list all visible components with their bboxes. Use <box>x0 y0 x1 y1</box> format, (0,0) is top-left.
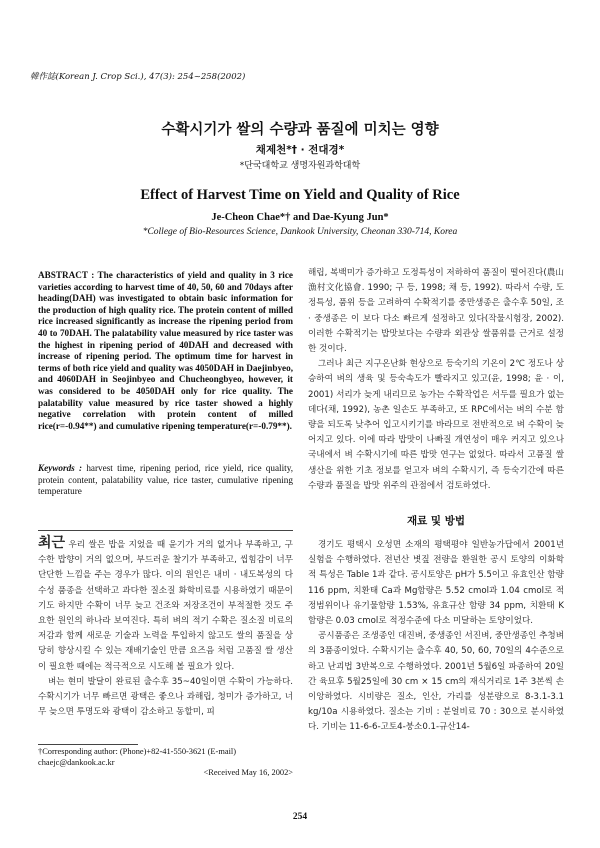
introduction-left <box>38 536 293 720</box>
keywords-label: Keywords : <box>38 463 83 473</box>
intro-right-paragraph-2: 그러나 최근 지구온난화 현상으로 등숙기의 기온이 2℃ 정도나 상승하여 벼의 생육 및 등숙속도가 빨라지고 있고(윤, 1998; 윤 · 이, 2001) 서리가 늦게 내리므로 농가는 수확작업은 서두를 필요가 없는데다(채, 1992), 농촌 일손도 부족하고, 또 RPC에서는 벼의 수분 함량을 되도록 낮추어 입고시키기를 바라므로 전반적으로 벼 수확이 늦어지고 있다. 이에 따라 밥맛이 나빠질 개연성이 매우 커지고 있으나 국내에서 벼 수확시기에 따른 밥맛 연구는 없었다. 따라서 고품질 쌀생산을 위한 기초 정보를 얻고자 벼의 수확시기, 즉 등숙기간에 따른 수량과 품질을 밥맛 위주의 관점에서 검토하였다. <box>308 359 564 491</box>
intro-paragraph-1 <box>38 536 293 675</box>
english-authors: Je-Cheon Chae*† and Dae-Kyung Jun* <box>211 212 389 223</box>
methods-paragraph-2: 공시품종은 조생종인 대진벼, 중생종인 서진벼, 중만생종인 추청벼의 3품종이었다. 수확시기는 출수후 40, 50, 60, 70일의 4수준으로 하고 난괴법 3반복으로 수행하였다. 2001년 5월6일 파종하여 20일간 육묘후 5월25일에 30 cm × 15 cm의 재식거리로 1주 3본씩 손이앙하였다. 시비량은 질소, 인산, 가리를 성분량으로 8-3.1-3.1 kg/10a 시용하였다. 질소는 기비 : 분얼비료 70 : 30으로 분시하였다. 기비는 11-6-6-고토4-붕소0.1-규산14- <box>308 631 564 733</box>
abstract: ABSTRACT : The characteristics of yield and quality in 3 rice varieties according to harvest time of 40, 50, 60 and 70days after heading(DAH) was investigated to obtain basic information for the production of high quality rice. The protein content of milled rice increased significantly as increase the ripening period from 40 to 70DAH. The palatability value measured by rice taster was the highest in ripening period of 40DAH and decreased with increase of ripening period. The optimum time for harvest in terms of both rice yield and quality was 4050DAH in Daejinbyeo, and 4060DAH in Seojinbyeo and Chucheongbyeo, however, it was considered to be 4050DAH only for rice quality. The palatability value measured by rice taster showed a highly negative correlation with protein content of milled rice(r=-0.94**) and cumulative ripening temperature(r=-0.79**). <box>38 270 293 431</box>
section-heading-methods: 재료 및 방법 <box>406 515 466 527</box>
intro-paragraph-1-text: 우리 쌀은 밥을 지었을 때 윤기가 거의 없거나 부족하고, 구수한 밥향이 거의 없으며, 부드러운 찰기가 부족하고, 씹힘감이 너무 단단한 느낌을 주는 경우가 많다. 이의 원인은 내비 · 내도복성의 다수성 품종을 선택하고 과다한 질소질 화학비료를 시용하였기 때문이기도 하지만 수확이 너무 늦고 건조와 저장조건이 부적절한 것도 주요한 원인의 하나라 보여진다. 특히 벼의 적기 수확은 질소질 비료의 저감과 함께 새로운 기술과 노력을 투입하지 않고도 쌀의 품질을 상당히 향상시킬 수 있는 재배기술인 만큼 요즈음 처럼 고품질 쌀 생산이 필요한 때에는 적극적으로 시도해 볼 필요가 있다. <box>38 540 293 672</box>
corresponding-author-note: †Corresponding author: (Phone)+82-41-550-3621 (E-mail) chaejc@dankook.ac.kr <box>38 747 237 767</box>
section-divider <box>38 530 293 531</box>
methods-paragraph-1: 경기도 평택시 오성면 소재의 평택평야 일반농가답에서 2001년 실험을 수행하였다. 전년산 볏짚 전량을 환원한 공시 토양의 이화학적 특성은 Table 1과 같다. 공시토양은 pH가 5.5이고 유효인산 함량 116 ppm, 치환태 Ca과 Mg함량은 5.52 cmol과 1.04 cmol로 적정범위이나 유기물함량 1.53%, 유효규산 함량 34 ppm, 치환태 K함량은 0.03 cmol로 적정수준에 다소 미달하는 토양이었다. <box>308 540 564 627</box>
page-number: 254 <box>292 812 308 822</box>
keywords-text: harvest time, ripening period, rice yield, rice quality, protein content, palatability value, rice taster, cumulative ripening temperature <box>38 463 293 497</box>
keywords <box>38 463 293 498</box>
english-affiliation: *College of Bio-Resources Science, Dankook University, Cheonan 330-714, Korea <box>142 227 458 237</box>
footnote <box>38 747 293 779</box>
intro-lead-word: 최근 <box>38 535 66 551</box>
intro-paragraph-2: 벼는 현미 발달이 완료된 출수후 35~40일이면 수확이 가능하다. 수확시기가 너무 빠르면 광택은 좋으나 과해립, 청미가 증가하고, 너무 늦으면 투명도와 광택이 감소하고 동할미, 피 <box>38 676 293 718</box>
korean-affiliation: *단국대학교 생명자원과학대학 <box>239 161 361 171</box>
korean-authors: 채제천*† · 전대경* <box>255 144 345 156</box>
methods <box>308 538 564 736</box>
introduction-right <box>308 266 564 494</box>
intro-right-paragraph-1: 해립, 복백미가 증가하고 도정특성이 저하하여 품질이 떨어진다(農山漁村文化協會. 1990; 구 등, 1998; 채 등, 1992). 따라서 수량, 도정특성, 품위 등을 고려하여 수확적기를 중만생종은 출수후 50일, 조 · 중생종은 이 보다 다소 빠르게 설정하고 있다(작물시험장, 2002). 이러한 수확적기는 밥맛보다는 수량과 외관상 쌀품위를 근거로 설정한 것이다. <box>308 268 564 355</box>
received-date: <Received May 16, 2002> <box>203 768 293 777</box>
korean-title: 수확시기가 쌀의 수량과 품질에 미치는 영향 <box>161 122 439 138</box>
english-title: Effect of Harvest Time on Yield and Quality of Rice <box>140 187 460 203</box>
journal-citation: 韓作誌(Korean J. Crop Sci.), 47(3): 254~258(2002) <box>30 72 246 82</box>
footnote-rule <box>38 744 138 745</box>
